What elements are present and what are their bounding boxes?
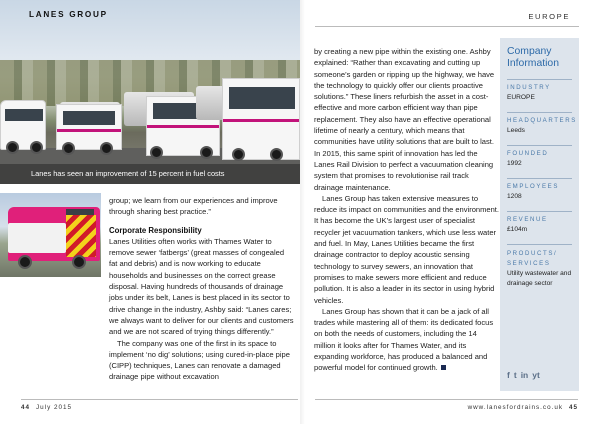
wheel [62,142,75,155]
website-url[interactable]: www.lanesfordrains.co.uk [467,404,563,411]
paragraph: group; we learn from our experiences and improve through sharing best practice.” [109,196,278,217]
paragraph-text: Lanes Group has shown that it can be a jack of all trades while mastering all of them: its dedicated focus on both the needs of customers, including the 14 million it looks after for Thames Water, and its expanding workforce, has produced a balanced and powerful model for continued growth. [314,306,494,373]
youtube-icon[interactable]: yt [532,370,540,380]
facebook-icon[interactable]: f [507,370,510,380]
end-of-article-icon [441,365,446,370]
van-photo [0,193,101,277]
wheel [232,148,245,161]
section-label: EUROPE [528,12,570,21]
truck [222,78,300,160]
article-column-1 [109,195,294,383]
wheel [6,141,19,154]
sidebar-label-founded: FOUNDED [507,150,549,157]
photo-caption-bar [0,164,300,184]
wheel [18,255,32,269]
company-info-sidebar [500,38,579,391]
sidebar-rule [507,178,572,179]
sidebar-rule [507,244,572,245]
sidebar-value-headquarters: Leeds [507,127,525,134]
linkedin-icon[interactable]: in [520,370,529,380]
sidebar-title-line: Company [507,46,552,57]
right-footer [468,404,578,411]
sidebar-value-revenue: £104m [507,226,528,233]
wheel [100,142,113,155]
footer-rule [21,399,298,400]
publication-title: LANES GROUP [29,10,108,19]
wheel [72,255,86,269]
sidebar-rule [507,112,572,113]
wheel [150,146,163,159]
sidebar-value-employees: 1208 [507,193,522,200]
sidebar-label-employees: EMPLOYEES [507,183,559,190]
footer-rule [315,399,578,400]
left-page-header [0,0,300,26]
sidebar-label-revenue: REVENUE [507,216,548,223]
paragraph: The company was one of the first in its space to implement ‘no dig’ solutions; using cured-in-place pipe (CIPP) techniques, Lanes can renovate a damaged drainage pipe without excavation [109,338,290,382]
sidebar-value-industry: EUROPE [507,94,535,101]
paragraph: Lanes Group has taken extensive measures to reduce its impact on communities and the environment. It has become the UK’s largest user of specialist recycler jet vacuumation tankers, which use less water and fuel. In May, Lanes Utilities became the first drainage contractor to deploy acoustic sensing technology to survey sewers, an innovation that promises to make sewers more efficient and reduce pollution. It is also a leader in its sector in using hybrid vehicles. [314,193,499,305]
article-column-2 [314,46,500,374]
sidebar-rule [507,211,572,212]
right-page-number: 45 [568,404,578,411]
twitter-icon[interactable]: t [513,370,517,380]
subheading: Corporate Responsibility [109,225,202,235]
wheel [30,141,43,154]
sidebar-label-headquarters: HEADQUARTERS [507,117,577,124]
sidebar-label-industry: INDUSTRY [507,84,551,91]
issue-date: July 2015 [36,404,72,411]
sidebar-title-line: Information [507,57,559,69]
sidebar-value-founded: 1992 [507,160,522,167]
wheel [200,146,213,159]
paragraph: by creating a new pipe within the existing one. Ashby explained: “Rather than excavating and cutting up someone’s garden or ripping up the highway, we have the technology to quickly offer our clients proactive solutions.” These liners refurbish the asset in a cost-effective and more carbon efficient way than pipe replacement. They also have an effective operational lifetime of nearly a century, which means that communities have utility solutions that are built to last. In 2015, this same spirit of innovation has led the Lanes Rail Division to perfect a vacuumation cleaning system that promises to revolutionise rail track drainage maintenance. [314,47,495,192]
page-spine [300,0,305,424]
van-chevrons [66,215,96,257]
photo-caption: Lanes has seen an improvement of 15 percent in fuel costs [31,169,225,178]
truck-fleet-photo [0,0,300,184]
sidebar-rule [507,145,572,146]
right-page-header [305,0,600,26]
wheel [270,148,283,161]
social-links [507,370,540,380]
sidebar-value-products: Utility wastewater and drainage sector [507,270,572,287]
paragraph: Lanes Utilities often works with Thames Water to remove sewer ‘fatbergs’ (great masses of congealed fat and debris) and is now working to educate households and businesses on the correct grease disposal. Having hundreds of thousands of drainage jobs under its belt, Lanes is best placed in its sector to drive change in the industry, Ashby said: “Lanes cares; we always want to deliver for our clients and customers and we are not scared of trying things differently.” [109,236,294,337]
sidebar-label-products: PRODUCTS/ SERVICES [507,250,558,267]
sidebar-title [507,46,559,69]
sidebar-rule [507,79,572,80]
van-livery-panel [8,223,66,253]
left-page-number: 44 [21,404,31,411]
paragraph-final [314,306,500,374]
header-rule [315,26,579,27]
left-footer [21,404,72,411]
